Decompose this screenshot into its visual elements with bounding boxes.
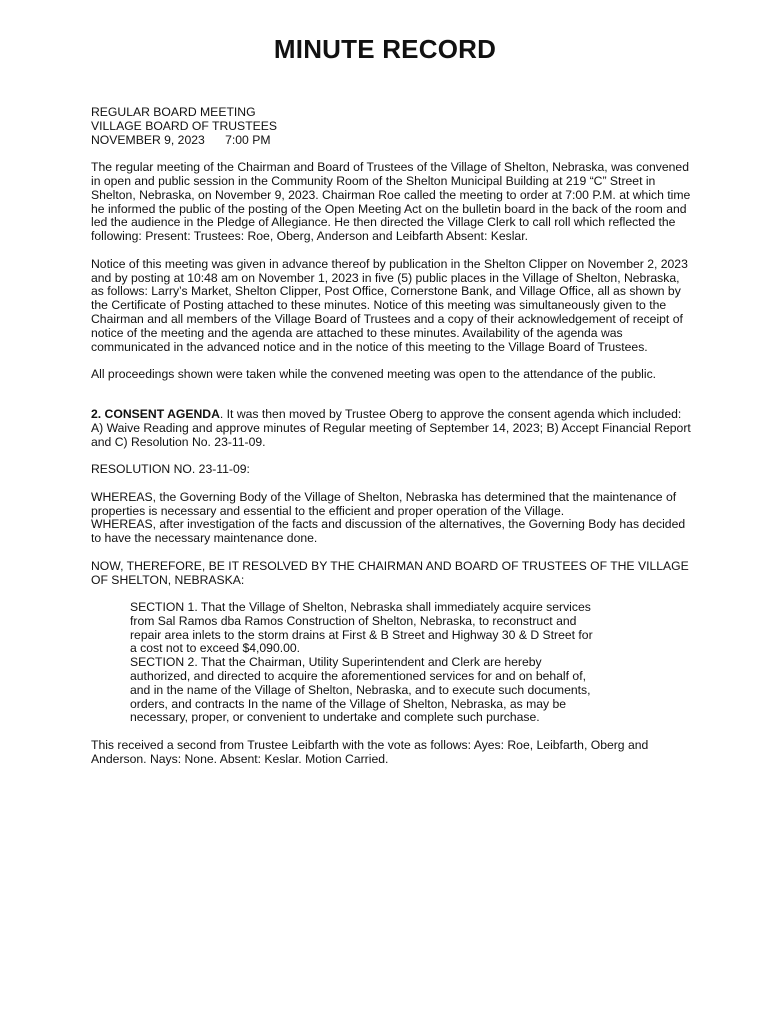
resolution-title: RESOLUTION NO. 23-11-09: xyxy=(91,462,250,477)
consent-agenda-heading: 2. CONSENT AGENDA xyxy=(91,406,220,421)
meeting-date: NOVEMBER 9, 2023 7:00 PM xyxy=(91,132,271,147)
whereas-paragraph-2: WHEREAS, after investigation of the facts and discussion of the alternatives, the Governing Body has decided to have the necessary maintenance done. xyxy=(91,517,686,546)
opening-paragraph: The regular meeting of the Chairman and Board of Trustees of the Village of Shelton, Nebraska, was convened in open and public session in the Community Room of the Shelton Municipal Building at 219 “C” Street in Shelton, Nebraska, on November 9, 2023. Chairman Roe called the meeting to order at 7:00 P.M. at which time he informed the public of the posting of the Open Meeting Act on the bulletin board in the back of the room and led the audience in the Pledge of Allegiance. He then directed the Village Clerk to call roll which reflected the following: Present: Trustees: Roe, Oberg, Anderson and Leibfarth Absent: Keslar. xyxy=(91,160,691,244)
notice-paragraph: Notice of this meeting was given in advance thereof by publication in the Shelton Clipper on November 2, 2023 and by posting at 10:48 am on November 1, 2023 in five (5) public places in the Village of Shelton, Nebraska, as follows: Larry’s Market, Shelton Clipper, Post Office, Cornerstone Bank, and Village Office, all as shown by the Certificate of Posting attached to these minutes. Notice of this meeting was simultaneously given to the Chairman and all members of the Village Board of Trustees and a copy of their acknowledgement of receipt of notice of the meeting and the agenda are attached to these minutes. Availability of the agenda was communicated in the advanced notice and in the notice of this meeting to the Village Board of Trustees. xyxy=(91,256,688,354)
proceedings-paragraph: All proceedings shown were taken while the convened meeting was open to the attendance of the public. xyxy=(91,367,657,382)
consent-agenda-paragraph xyxy=(91,408,691,449)
resolved-paragraph: NOW, THEREFORE, BE IT RESOLVED BY THE CHAIRMAN AND BOARD OF TRUSTEES OF THE VILLAGE OF SHELTON, NEBRASKA: xyxy=(91,558,689,587)
page-title: MINUTE RECORD xyxy=(273,34,497,64)
board-name: VILLAGE BOARD OF TRUSTEES xyxy=(91,118,278,133)
section-2: SECTION 2. That the Chairman, Utility Superintendent and Clerk are hereby authorized, and directed to acquire the aforementioned services for and on behalf of, and in the name of the Village of Shelton, Nebraska, and to execute such documents, orders, and contracts In the name of the Village of Shelton, Nebraska, as may be necessary, proper, or convenient to undertake and complete such purchase. xyxy=(130,655,591,725)
vote-paragraph: This received a second from Trustee Leibfarth with the vote as follows: Ayes: Roe, Leibfarth, Oberg and Anderson. Nays: None. Absent: Keslar. Motion Carried. xyxy=(91,738,649,766)
meeting-type: REGULAR BOARD MEETING xyxy=(91,105,256,119)
whereas-paragraph-1: WHEREAS, the Governing Body of the Village of Shelton, Nebraska has determined that the maintenance of properties is necessary and essential to the efficient and proper operation of the Village. xyxy=(91,489,677,518)
consent-agenda-text: . It was then moved by Trustee Oberg to approve the consent agenda which included: A) Waive Reading and approve minutes of Regular meeting of September 14, 2023; B) Accept Financial Report and C) Resolution No. 23-11-09. xyxy=(91,406,691,449)
document-body xyxy=(91,106,691,780)
section-1: SECTION 1. That the Village of Shelton, Nebraska shall immediately acquire services from Sal Ramos dba Ramos Construction of Shelton, Nebraska, to reconstruct and repair area inlets to the storm drains at First & B Street and Highway 30 & D Street for a cost not to exceed $4,090.00. xyxy=(130,600,593,656)
